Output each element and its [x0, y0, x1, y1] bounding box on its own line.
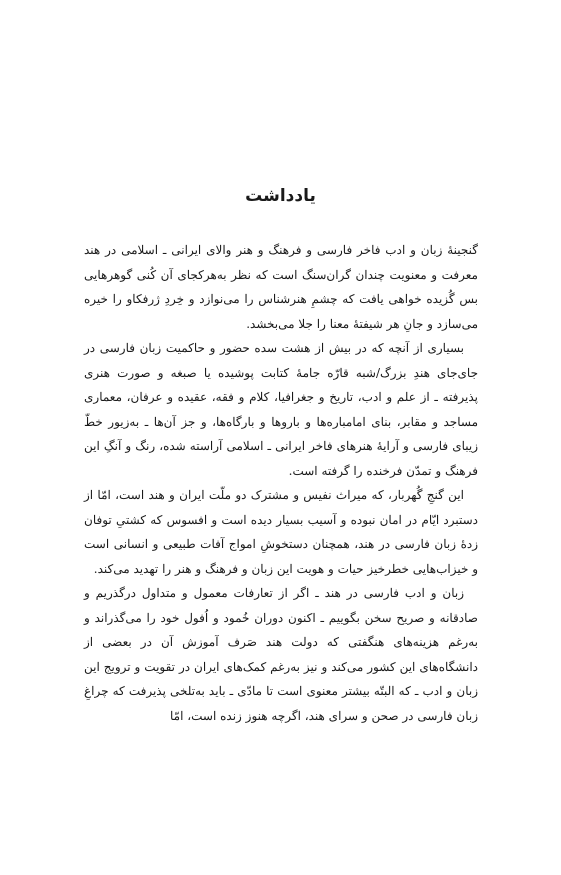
paragraph-2: بسیاری از آنچه که در بیش از هشت سده حضور و حاکمیت زبان فارسی در جای‌جای هندِ بزرگ/شبه قارّه جامهٔ کتابت پوشیده یا صبغه و صورت هنری پذیرفته ـ از علم و ادب، تاریخ و جغرافیا، کلام و فقه، عقیده و عرفان، معماری مساجد و مقابر، بنای امامباره‌ها و باروها و بارگاه‌ها، و جز آن‌ها ـ به‌زیور خطّ زیبای فارسی و آرایهٔ هنرهای فاخر ایرانی ـ اسلامی آراسته شده، رنگ و آنگِ این فرهنگ و تمدّن فرخنده را گرفته است.: [84, 341, 478, 478]
body-text: [84, 238, 478, 728]
paragraph-1: گنجینهٔ زبان و ادب فاخر فارسی و فرهنگ و هنر والای ایرانی ـ اسلامی در هند معرفت و معنویت چندان گران‌سنگ است که نظر به‌هرکجای آن کُنی گوهرهایی بس گُزیده خواهی یافت که چشمِ هنرشناس را می‌نوازد و خِردِ ژرفکاو را خیره می‌سازد و جانِ هر شیفتهٔ معنا را جلا می‌بخشد.: [84, 243, 478, 331]
paragraph-3: این گنجِ گُهربار، که میراث نفیس و مشترک دو ملّت ایران و هند است، امّا از دستبرد ایّام در امان نبوده و آسیب بسیار دیده است و افسوس که کشتیِ توفان زدهٔ زبان فارسی در هند، همچنان دستخوشِ امواج آفات طبیعی و انسانی است و خیزاب‌هایی خطرخیز حیات و هویت این زبان و فرهنگ و هنر را تهدید می‌کند.: [84, 488, 478, 576]
page-title: یادداشت: [245, 186, 316, 206]
paragraph-4: زبان و ادب فارسی در هند ـ اگر از تعارفات معمول و متداول درگذریم و صادقانه و صریح سخن بگوییم ـ اکنون دوران خُمود و اُفول خود را می‌گذراند و به‌رغم هزینه‌های هنگفتی که دولت هند صَرف آموزش آن در بعضی از دانشگاه‌های این کشور می‌کند و نیز به‌رغم کمک‌های ایران در تقویت و ترویج این زبان و ادب ـ که البتّه بیشتر معنوی است تا مادّی ـ باید به‌تلخی پذیرفت که چراغِ زبان فارسی در صحن و سرای هند، اگرچه هنوز زنده است، امّا: [84, 586, 478, 723]
